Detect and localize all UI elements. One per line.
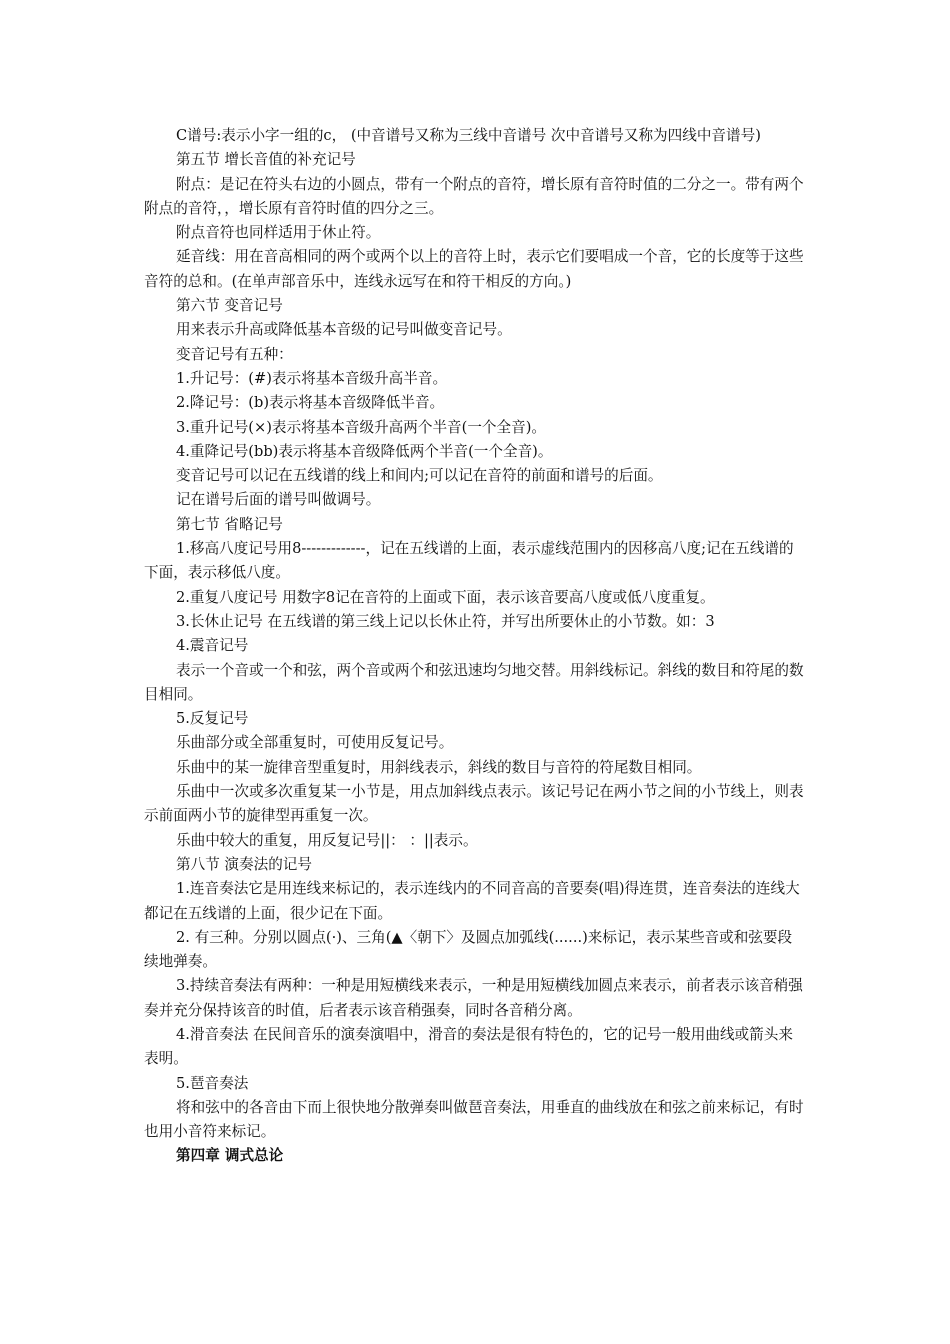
paragraph-dot: 附点：是记在符头右边的小圆点，带有一个附点的音符，增长原有音符时值的二分之一。带有两个附点的音符，，增长原有音符时值的四分之三。 (144, 175, 804, 217)
list-item-multi-rest: 3.长休止记号 在五线谱的第三线上记以长休止符，并写出所要休止的小节数。如：3 (176, 612, 715, 630)
paragraph-tremolo: 表示一个音或一个和弦，两个音或两个和弦迅速均匀地交替。用斜线标记。斜线的数目和符尾的数目相同。 (144, 661, 804, 703)
list-item-legato: 1.连音奏法它是用连线来标记的，表示连线内的不同音高的音要奏(唱)得连贯，连音奏法的连线大都记在五线谱的上面，很少记在下面。 (144, 880, 800, 922)
section-heading-7: 第七节 省略记号 (176, 515, 283, 533)
list-item-staccato: 2. 有三种。分别以圆点(·)、三角(▲〈朝下〉及圆点加弧线(......)来标记，表示某些音或和弦要段续地弹奏。 (144, 928, 793, 971)
list-item-octave-shift: 1.移高八度记号用8-------------，记在五线谱的上面，表示虚线范围内的因移高八度;记在五线谱的下面，表示移低八度。 (144, 540, 794, 582)
section-heading-8: 第八节 演奏法的记号 (176, 855, 312, 873)
document-page (144, 124, 806, 1169)
list-item-octave-repeat: 2.重复八度记号 用数字8记在音符的上面或下面，表示该音要高八度或低八度重复。 (176, 588, 715, 606)
paragraph-accidental-count: 变音记号有五种： (176, 345, 293, 363)
list-item-glissando: 4.滑音奏法 在民间音乐的演奏演唱中，滑音的奏法是很有特色的，它的记号一般用曲线或箭头来表明。 (144, 1025, 793, 1068)
list-item-flat: 2.降记号：(b)表示将基本音级降低半音。 (176, 394, 445, 412)
paragraph-repeat-4: 乐曲中较大的重复，用反复记号||： ：||表示。 (176, 831, 478, 849)
paragraph-repeat-1: 乐曲部分或全部重复时，可使用反复记号。 (176, 734, 454, 752)
paragraph-arpeggio: 将和弦中的各音由下而上很快地分散弹奏叫做琶音奏法，用垂直的曲线放在和弦之前来标记，有时也用小音符来标记。 (144, 1098, 804, 1141)
list-item-double-sharp: 3.重升记号(×)表示将基本音级升高两个半音(一个全音)。 (176, 418, 546, 436)
list-item-repeat: 5.反复记号 (176, 710, 249, 728)
paragraph-accidental-def: 用来表示升高或降低基本音级的记号叫做变音记号。 (176, 321, 512, 339)
section-heading-5: 第五节 增长音值的补充记号 (176, 151, 356, 169)
list-item-arpeggio: 5.琶音奏法 (176, 1074, 249, 1092)
paragraph-repeat-3: 乐曲中一次或多次重复某一小节是，用点加斜线点表示。该记号记在两小节之间的小节线上，则表示前面两小节的旋律型再重复一次。 (144, 783, 804, 825)
paragraph-c-clef: C谱号:表示小字一组的c， (中音谱号又称为三线中音谱号 次中音谱号又称为四线中音谱号) (176, 127, 761, 144)
paragraph-repeat-2: 乐曲中的某一旋律音型重复时，用斜线表示，斜线的数目与音符的符尾数目相同。 (176, 758, 702, 776)
list-item-tenuto: 3.持续音奏法有两种：一种是用短横线来表示，一种是用短横线加圆点来表示，前者表示该音稍强奏并充分保持该音的时值，后者表示该音稍强奏，同时各音稍分离。 (144, 977, 803, 1019)
list-item-double-flat: 4.重降记号(bb)表示将基本音级降低两个半音(一个全音)。 (176, 442, 553, 460)
chapter-heading-4: 第四章 调式总论 (176, 1147, 284, 1165)
list-item-tremolo: 4.震音记号 (176, 637, 249, 655)
paragraph-tie: 延音线：用在音高相同的两个或两个以上的音符上时，表示它们要唱成一个音，它的长度等于这些音符的总和。(在单声部音乐中，连线永远写在和符干相反的方向。) (144, 248, 804, 290)
section-heading-6: 第六节 变音记号 (176, 297, 283, 315)
paragraph-accidental-position: 变音记号可以记在五线谱的线上和间内;可以记在音符的前面和谱号的后面。 (176, 467, 663, 485)
list-item-sharp: 1.升记号：(#)表示将基本音级升高半音。 (176, 369, 448, 387)
paragraph-key-signature: 记在谱号后面的谱号叫做调号。 (176, 491, 381, 509)
paragraph-dot-rest: 附点音符也同样适用于休止符。 (176, 224, 381, 242)
